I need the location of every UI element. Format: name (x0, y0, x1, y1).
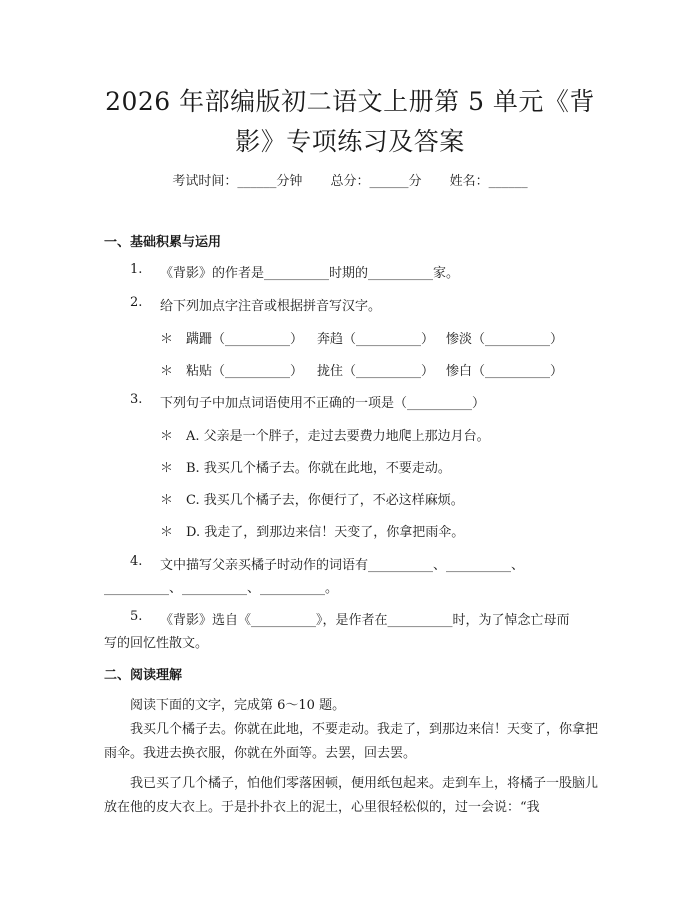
q3-option-d: D. 我走了，到那边来信！天变了，你拿把雨伞。 (186, 525, 465, 540)
title-line-2: 影》专项练习及答案 (235, 127, 465, 156)
q3-text: 下列句子中加点词语使用不正确的一项是（__________） (160, 396, 486, 411)
reading-intro: 阅读下面的文字，完成第 6～10 题。 (130, 698, 346, 713)
q3-option-c: C. 我买几个橘子去，你便行了，不必这样麻烦。 (186, 493, 464, 508)
q3-option-a-bullet: ＊ (160, 429, 174, 444)
title-line-1: 2026 年部编版初二语文上册第 5 单元《背 (105, 87, 595, 116)
q2-number: 2. (130, 295, 143, 310)
q3-option-a: A. 父亲是一个胖子，走过去要费力地爬上那边月台。 (186, 429, 490, 444)
q3-option-b-bullet: ＊ (160, 461, 174, 476)
q4-line-1: 文中描写父亲买橘子时动作的词语有__________、__________、 (160, 558, 525, 573)
q5-line-1: 《背影》选自《__________》，是作者在__________时，为了悼念亡母而 (160, 613, 570, 628)
page-title (80, 82, 620, 162)
q2-row1-item-3: 惨淡（__________） (446, 332, 564, 347)
q3-option-b: B. 我买几个橘子去。你就在此地，不要走动。 (186, 461, 451, 476)
q5-number: 5. (130, 609, 143, 624)
q2-row2-item-3: 惨白（__________） (446, 364, 564, 379)
q2-row1-item-2: 奔趋（__________） (317, 332, 435, 347)
reading-paragraph-1: 我买几个橘子去。你就在此地，不要走动。我走了，到那边来信！天变了，你拿把雨伞。我进去换衣服，你就在外面等。去罢，回去罢。 (104, 722, 599, 761)
q1-text: 《背影》的作者是__________时期的__________家。 (160, 266, 460, 281)
q5-line-2: 写的回忆性散文。 (104, 636, 209, 651)
q3-option-d-bullet: ＊ (160, 525, 174, 540)
q2-text: 给下列加点字注音或根据拼音写汉字。 (160, 299, 382, 314)
q4-number: 4. (130, 554, 143, 569)
exam-score: 总分：______分 (330, 174, 422, 189)
q2-row2-item-1: 粘贴（__________） (186, 364, 304, 379)
section-1-heading: 一、基础积累与运用 (104, 235, 222, 250)
q2-row1-bullet: ＊ (160, 332, 174, 347)
q3-option-c-bullet: ＊ (160, 493, 174, 508)
q1-number: 1. (130, 262, 143, 277)
reading-paragraph-2: 我已买了几个橘子，怕他们零落困顿，便用纸包起来。走到车上，将橘子一股脑儿放在他的皮大衣上。于是扑扑衣上的泥土，心里很轻松似的，过一会说：“我 (104, 776, 599, 815)
student-name: 姓名：______ (449, 174, 528, 189)
q2-row2-bullet: ＊ (160, 364, 174, 379)
q2-row1-item-1: 蹒跚（__________） (186, 332, 304, 347)
exam-time: 考试时间：______分钟 (172, 174, 303, 189)
q3-number: 3. (130, 392, 143, 407)
q2-row2-item-2: 拢住（__________） (317, 364, 435, 379)
exam-meta (0, 170, 700, 189)
section-2-heading: 二、阅读理解 (104, 668, 183, 683)
q4-line-2: __________、__________、__________。 (104, 581, 339, 596)
